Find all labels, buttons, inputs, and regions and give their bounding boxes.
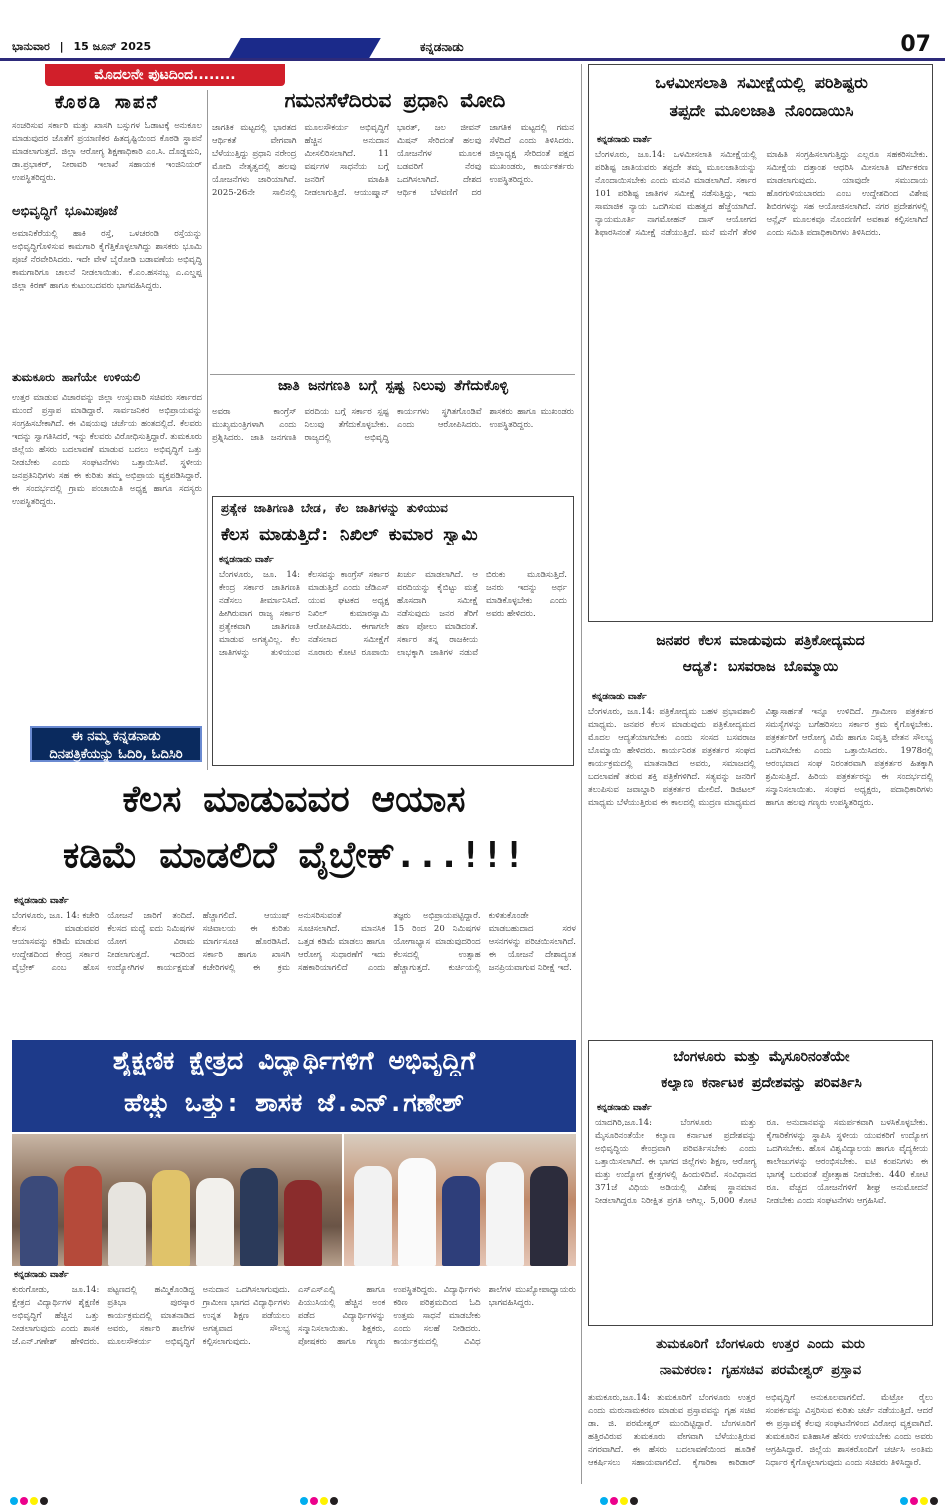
reg-mark-yellow [620, 1497, 628, 1505]
ulidiyali-headline: ತುಮಕೂರು ಹಾಗೆಯೇ ಉಳಿಯಲಿ [12, 370, 141, 384]
namakarana-body: ತುಮಕೂರು,ಜೂ.14: ತುಮಕೂರಿಗೆ ಬೆಂಗಳೂರು ಉತ್ತರ ಎಂದು ಮರುನಾಮಕರಣ ಮಾಡುವ ಪ್ರಸ್ತಾವವನ್ನು ಗೃಹ ಸಚಿವ ಡಾ. ಜಿ. ಪರಮೇಶ್ವರ್ ಮುಂದಿಟ್ಟಿದ್ದಾರೆ. ಬೆಂಗಳೂರಿಗೆ ಹತ್ತಿರವಿರುವ ತುಮಕೂರು ವೇಗವಾಗಿ ಬೆಳೆಯುತ್ತಿರುವ ನಗರವಾಗಿದೆ. ಈ ಹೆಸರು ಬದಲಾವಣೆಯಿಂದ ಹೂಡಿಕೆ ಆಕರ್ಷಿಸಲು ಸಹಾಯವಾಗಲಿದೆ. ಕೈಗಾರಿಕಾ ಕಾರಿಡಾರ್ ಅಭಿವೃದ್ಧಿಗೆ ಅನುಕೂಲವಾಗಲಿದೆ. ಮೆಟ್ರೋ ರೈಲು ಸಂಪರ್ಕವನ್ನು ವಿಸ್ತರಿಸುವ ಕುರಿತು ಚರ್ಚೆ ನಡೆಯುತ್ತಿದೆ. ಆದರೆ ಈ ಪ್ರಸ್ತಾವಕ್ಕೆ ಕೆಲವು ಸಂಘಟನೆಗಳಿಂದ ವಿರೋಧ ವ್ಯಕ್ತವಾಗಿದೆ. ತುಮಕೂರಿನ ಐತಿಹಾಸಿಕ ಹೆಸರು ಉಳಿಯಬೇಕು ಎಂದು ಅವರು ಆಗ್ರಹಿಸಿದ್ದಾರೆ. ಜಿಲ್ಲೆಯ ಶಾಸಕರೊಂದಿಗೆ ಚರ್ಚಿಸಿ ಅಂತಿಮ ನಿರ್ಧಾರ ಕೈಗೊಳ್ಳಲಾಗುವುದು ಎಂದು ಸಚಿವರು ತಿಳಿಸಿದ್ದಾರೆ. [588, 1393, 933, 1468]
bhoomi-headline: ಅಭಿವೃದ್ಧಿಗೆ ಭೂಮಿಪೂಜೆ [12, 204, 118, 219]
reg-mark-cyan [900, 1497, 908, 1505]
photo-person [398, 1158, 436, 1266]
vibrek-headline-1: ಕೆಲಸ ಮಾಡುವವರ ಆಯಾಸ [122, 779, 466, 820]
ganesh-body: ಕುರುಗೋಡು, ಜೂ.14: ಕ್ಷೇತ್ರದ ವಿದ್ಯಾರ್ಥಿಗಳ ಶೈಕ್ಷಣಿಕ ಅಭಿವೃದ್ಧಿಗೆ ಹೆಚ್ಚಿನ ಒತ್ತು ನೀಡಲಾಗುವುದು ಎಂದು ಶಾಸಕ ಜೆ.ಎನ್.ಗಣೇಶ್ ಹೇಳಿದರು. ಪಟ್ಟಣದಲ್ಲಿ ಹಮ್ಮಿಕೊಂಡಿದ್ದ ಪ್ರತಿಭಾ ಪುರಸ್ಕಾರ ಕಾರ್ಯಕ್ರಮದಲ್ಲಿ ಮಾತನಾಡಿದ ಅವರು, ಸರ್ಕಾರಿ ಶಾಲೆಗಳ ಮೂಲಸೌಕರ್ಯ ಅಭಿವೃದ್ಧಿಗೆ ಅನುದಾನ ಒದಗಿಸಲಾಗುವುದು. ಗ್ರಾಮೀಣ ಭಾಗದ ವಿದ್ಯಾರ್ಥಿಗಳು ಉನ್ನತ ಶಿಕ್ಷಣ ಪಡೆಯಲು ಅಗತ್ಯವಾದ ಸೌಲಭ್ಯ ಕಲ್ಪಿಸಲಾಗುವುದು. ಎಸ್ಎಸ್ಎಲ್ಸಿ ಹಾಗೂ ಪಿಯುಸಿಯಲ್ಲಿ ಹೆಚ್ಚಿನ ಅಂಕ ಪಡೆದ ವಿದ್ಯಾರ್ಥಿಗಳನ್ನು ಸನ್ಮಾನಿಸಲಾಯಿತು. ಶಿಕ್ಷಕರು, ಪೋಷಕರು ಹಾಗೂ ಗಣ್ಯರು ಉಪಸ್ಥಿತರಿದ್ದರು. ವಿದ್ಯಾರ್ಥಿಗಳು ಕಠಿಣ ಪರಿಶ್ರಮದಿಂದ ಓದಿ ಉತ್ತಮ ಸಾಧನೆ ಮಾಡಬೇಕು ಎಂದು ಸಲಹೆ ನೀಡಿದರು. ಕಾರ್ಯಕ್ರಮದಲ್ಲಿ ವಿವಿಧ ಶಾಲೆಗಳ ಮುಖ್ಯೋಪಾಧ್ಯಾಯರು ಭಾಗವಹಿಸಿದ್ದರು. [12, 1285, 576, 1347]
masthead-rule [0, 58, 945, 61]
event-photo-right [344, 1134, 576, 1266]
photo-person [530, 1166, 568, 1266]
promo-line2: ದಿನಪತ್ರಿಕೆಯನ್ನು ಓದಿರಿ, ಓದಿಸಿರಿ [49, 747, 183, 762]
issue-day: ಭಾನುವಾರ [12, 40, 50, 53]
ulidiyali-headline-wrap [12, 370, 202, 392]
kalyana-article [588, 1040, 933, 1326]
kalyana-byline: ಕನ್ನಡನಾಡು ವಾರ್ತೆ [597, 1103, 652, 1113]
reg-mark-black [40, 1497, 48, 1505]
kothadi-body: ಸಂಚರಿಸುವ ಸರ್ಕಾರಿ ಮತ್ತು ಖಾಸಗಿ ಬಸ್ಸುಗಳ ಓಡಾಟಕ್ಕೆ ಅನುಕೂಲ ಮಾಡುವುದರ ಜೊತೆಗೆ ಪ್ರಯಾಣಿಕರ ಹಿತದೃಷ್ಟಿಯಿಂದ ಕೊಠಡಿ ಸ್ಥಾಪನೆ ಮಾಡಲಾಗುತ್ತದೆ. ಜಿಲ್ಲಾ ಆರೋಗ್ಯ ಶಿಕ್ಷಣಾಧಿಕಾರಿ ಎಂ.ಸಿ. ದೊಡ್ಡಮನಿ, ಡಾ.ಪ್ರಭಾಕರ್, ನೀರಾವರಿ ಇಲಾಖೆ ಸಹಾಯಕ ಇಂಜಿನಿಯರ್ ಉಪಸ್ಥಿತರಿದ್ದರು. [12, 121, 202, 183]
issue-date [12, 40, 157, 54]
reg-mark-cyan [600, 1497, 608, 1505]
nikhil-byline: ಕನ್ನಡನಾಡು ವಾರ್ತೆ [219, 555, 274, 565]
modi-body: ಜಾಗತಿಕ ಮಟ್ಟದಲ್ಲಿ ಭಾರತದ ಆರ್ಥಿಕತೆ ವೇಗವಾಗಿ ಬೆಳೆಯುತ್ತಿದ್ದು ಪ್ರಧಾನಿ ನರೇಂದ್ರ ಮೋದಿ ನೇತೃತ್ವದಲ್ಲಿ ಹಲವು ಯೋಜನೆಗಳು ಜಾರಿಯಾಗಿವೆ. 2025-26ನೇ ಸಾಲಿನಲ್ಲಿ ಮೂಲಸೌಕರ್ಯ ಅಭಿವೃದ್ಧಿಗೆ ಹೆಚ್ಚಿನ ಅನುದಾನ ಮೀಸಲಿರಿಸಲಾಗಿದೆ. 11 ವರ್ಷಗಳ ಸಾಧನೆಯ ಬಗ್ಗೆ ಜನರಿಗೆ ಮಾಹಿತಿ ನೀಡಲಾಗುತ್ತಿದೆ. ಆಯುಷ್ಮಾನ್ ಭಾರತ್, ಜಲ ಜೀವನ್ ಮಿಷನ್ ಸೇರಿದಂತೆ ಹಲವು ಯೋಜನೆಗಳ ಮೂಲಕ ಬಡವರಿಗೆ ನೆರವು ಒದಗಿಸಲಾಗಿದೆ. ದೇಶದ ಆರ್ಥಿಕ ಬೆಳವಣಿಗೆ ದರ ಜಾಗತಿಕ ಮಟ್ಟದಲ್ಲಿ ಗಮನ ಸೆಳೆದಿದೆ ಎಂದು ತಿಳಿಸಿದರು. ಜಿಲ್ಲಾಧ್ಯಕ್ಷ ಸೇರಿದಂತೆ ಪಕ್ಷದ ಮುಖಂಡರು, ಕಾರ್ಯಕರ್ತರು ಉಪಸ್ಥಿತರಿದ್ದರು. [212, 123, 574, 198]
bommai-byline: ಕನ್ನಡನಾಡು ವಾರ್ತೆ [592, 692, 647, 702]
bhoomi-headline-wrap [12, 204, 202, 228]
ganesh-banner [12, 1040, 576, 1132]
nikhil-article [212, 496, 574, 766]
bommai-body: ಬೆಂಗಳೂರು, ಜೂ.14: ಪತ್ರಿಕೋದ್ಯಮ ಬಹಳ ಪ್ರಭಾವಶಾಲಿ ಮಾಧ್ಯಮ. ಜನಪರ ಕೆಲಸ ಮಾಡುವುದು ಪತ್ರಿಕೋದ್ಯಮದ ಮೊದಲ ಆದ್ಯತೆಯಾಗಬೇಕು ಎಂದು ಸಂಸದ ಬಸವರಾಜ ಬೊಮ್ಮಾಯಿ ಹೇಳಿದರು. ಕಾರ್ಯನಿರತ ಪತ್ರಕರ್ತರ ಸಂಘದ ಕಾರ್ಯಕ್ರಮದಲ್ಲಿ ಮಾತನಾಡಿದ ಅವರು, ಸಮಾಜದಲ್ಲಿ ಬದಲಾವಣೆ ತರುವ ಶಕ್ತಿ ಪತ್ರಿಕೆಗಳಿಗಿದೆ. ಸತ್ಯವನ್ನು ಜನರಿಗೆ ತಲುಪಿಸುವ ಜವಾಬ್ದಾರಿ ಪತ್ರಕರ್ತರ ಮೇಲಿದೆ. ಡಿಜಿಟಲ್ ಮಾಧ್ಯಮ ಬೆಳೆಯುತ್ತಿರುವ ಈ ಕಾಲದಲ್ಲಿ ಮುದ್ರಣ ಮಾಧ್ಯಮದ ವಿಶ್ವಾಸಾರ್ಹತೆ ಇನ್ನೂ ಉಳಿದಿದೆ. ಗ್ರಾಮೀಣ ಪತ್ರಕರ್ತರ ಸಮಸ್ಯೆಗಳನ್ನು ಬಗೆಹರಿಸಲು ಸರ್ಕಾರ ಕ್ರಮ ಕೈಗೊಳ್ಳಬೇಕು. ಪತ್ರಕರ್ತರಿಗೆ ಆರೋಗ್ಯ ವಿಮೆ ಹಾಗೂ ನಿವೃತ್ತಿ ವೇತನ ಸೌಲಭ್ಯ ಒದಗಿಸಬೇಕು ಎಂದು ಒತ್ತಾಯಿಸಿದರು. 1978ರಲ್ಲಿ ಆರಂಭವಾದ ಸಂಘ ನಿರಂತರವಾಗಿ ಪತ್ರಕರ್ತರ ಹಿತಕ್ಕಾಗಿ ಶ್ರಮಿಸುತ್ತಿದೆ. ಹಿರಿಯ ಪತ್ರಕರ್ತರನ್ನು ಈ ಸಂದರ್ಭದಲ್ಲಿ ಸನ್ಮಾನಿಸಲಾಯಿತು. ಸಂಘದ ಅಧ್ಯಕ್ಷರು, ಪದಾಧಿಕಾರಿಗಳು ಹಾಗೂ ಹಲವು ಗಣ್ಯರು ಉಪಸ್ಥಿತರಿದ್ದರು. [588, 707, 933, 808]
masthead-blue-strip [229, 38, 381, 58]
photo-person [196, 1178, 234, 1266]
photo-person [152, 1170, 190, 1266]
kalyana-body: ಯಾದಗಿರಿ,ಜೂ.14: ಬೆಂಗಳೂರು ಮತ್ತು ಮೈಸೂರಿನಂತೆಯೇ ಕಲ್ಯಾಣ ಕರ್ನಾಟಕ ಪ್ರದೇಶವನ್ನು ಅಭಿವೃದ್ಧಿಯ ಕೇಂದ್ರವಾಗಿ ಪರಿವರ್ತಿಸಬೇಕು ಎಂದು ಒತ್ತಾಯಿಸಲಾಗಿದೆ. ಈ ಭಾಗದ ಜಿಲ್ಲೆಗಳು ಶಿಕ್ಷಣ, ಆರೋಗ್ಯ ಮತ್ತು ಉದ್ಯೋಗ ಕ್ಷೇತ್ರಗಳಲ್ಲಿ ಹಿಂದುಳಿದಿವೆ. ಸಂವಿಧಾನದ 371ಜೆ ವಿಧಿಯ ಅಡಿಯಲ್ಲಿ ವಿಶೇಷ ಸ್ಥಾನಮಾನ ನೀಡಲಾಗಿದ್ದರೂ ನಿರೀಕ್ಷಿತ ಪ್ರಗತಿ ಆಗಿಲ್ಲ. 5,000 ಕೋಟಿ ರೂ. ಅನುದಾನವನ್ನು ಸಮರ್ಪಕವಾಗಿ ಬಳಸಿಕೊಳ್ಳಬೇಕು. ಕೈಗಾರಿಕೆಗಳನ್ನು ಸ್ಥಾಪಿಸಿ ಸ್ಥಳೀಯ ಯುವಕರಿಗೆ ಉದ್ಯೋಗ ಒದಗಿಸಬೇಕು. ಹೊಸ ವಿಶ್ವವಿದ್ಯಾಲಯ ಹಾಗೂ ವೈದ್ಯಕೀಯ ಕಾಲೇಜುಗಳನ್ನು ಆರಂಭಿಸಬೇಕು. ಐಟಿ ಕಂಪನಿಗಳು ಈ ಭಾಗಕ್ಕೆ ಬರುವಂತೆ ಪ್ರೋತ್ಸಾಹ ನೀಡಬೇಕು. 440 ಕೋಟಿ ರೂ. ವೆಚ್ಚದ ಯೋಜನೆಗಳಿಗೆ ಶೀಘ್ರ ಅನುಮೋದನೆ ನೀಡಬೇಕು ಎಂದು ಸಂಘಟನೆಗಳು ಆಗ್ರಹಿಸಿವೆ. [595, 1118, 928, 1206]
kothadi-headline-wrap [12, 92, 202, 120]
survey-body: ಬೆಂಗಳೂರು, ಜೂ.14: ಒಳಮೀಸಲಾತಿ ಸಮೀಕ್ಷೆಯಲ್ಲಿ ಪರಿಶಿಷ್ಟ ಜಾತಿಯವರು ತಪ್ಪದೇ ತಮ್ಮ ಮೂಲಜಾತಿಯನ್ನು ನೊಂದಾಯಿಸಬೇಕು ಎಂದು ಮನವಿ ಮಾಡಲಾಗಿದೆ. ಸರ್ಕಾರ 101 ಪರಿಶಿಷ್ಟ ಜಾತಿಗಳ ಸಮೀಕ್ಷೆ ನಡೆಸುತ್ತಿದ್ದು, ಇದು ಸಾಮಾಜಿಕ ನ್ಯಾಯ ಒದಗಿಸುವ ಮಹತ್ವದ ಹೆಜ್ಜೆಯಾಗಿದೆ. ನ್ಯಾಯಮೂರ್ತಿ ನಾಗಮೋಹನ್ ದಾಸ್ ಆಯೋಗದ ಶಿಫಾರಸಿನಂತೆ ಸಮೀಕ್ಷೆ ನಡೆಯುತ್ತಿದೆ. ಮನೆ ಮನೆಗೆ ತೆರಳಿ ಮಾಹಿತಿ ಸಂಗ್ರಹಿಸಲಾಗುತ್ತಿದ್ದು ಎಲ್ಲರೂ ಸಹಕರಿಸಬೇಕು. ಸಮೀಕ್ಷೆಯ ದತ್ತಾಂಶ ಆಧರಿಸಿ ಮೀಸಲಾತಿ ವರ್ಗೀಕರಣ ಮಾಡಲಾಗುವುದು. ಯಾವುದೇ ಸಮುದಾಯ ಹೊರಗುಳಿಯಬಾರದು ಎಂಬ ಉದ್ದೇಶದಿಂದ ವಿಶೇಷ ಶಿಬಿರಗಳನ್ನು ಸಹ ಆಯೋಜಿಸಲಾಗಿದೆ. ನಗರ ಪ್ರದೇಶಗಳಲ್ಲಿ ಆನ್ಲೈನ್ ಮೂಲಕವೂ ನೊಂದಣಿಗೆ ಅವಕಾಶ ಕಲ್ಪಿಸಲಾಗಿದೆ ಎಂದು ಸಮಿತಿ ಪದಾಧಿಕಾರಿಗಳು ತಿಳಿಸಿದರು. [595, 150, 928, 238]
vibrek-body: ಬೆಂಗಳೂರು, ಜೂ. 14: ಕಚೇರಿ ಕೆಲಸ ಮಾಡುವವರ ಆಯಾಸವನ್ನು ಕಡಿಮೆ ಮಾಡುವ ಉದ್ದೇಶದಿಂದ ಕೇಂದ್ರ ಸರ್ಕಾರ ವೈಬ್ರೇಕ್ ಎಂಬ ಹೊಸ ಯೋಜನೆ ಜಾರಿಗೆ ತಂದಿದೆ. ಕೆಲಸದ ಮಧ್ಯೆ ಐದು ನಿಮಿಷಗಳ ಯೋಗ ವಿರಾಮ ನೀಡಲಾಗುತ್ತದೆ. ಇದರಿಂದ ಉದ್ಯೋಗಿಗಳ ಕಾರ್ಯಕ್ಷಮತೆ ಹೆಚ್ಚಾಗಲಿದೆ. ಆಯುಷ್ ಸಚಿವಾಲಯ ಈ ಕುರಿತು ಮಾರ್ಗಸೂಚಿ ಹೊರಡಿಸಿದೆ. ಸರ್ಕಾರಿ ಹಾಗೂ ಖಾಸಗಿ ಕಚೇರಿಗಳಲ್ಲಿ ಈ ಕ್ರಮ ಅನುಸರಿಸುವಂತೆ ಸೂಚಿಸಲಾಗಿದೆ. ಮಾನಸಿಕ ಒತ್ತಡ ಕಡಿಮೆ ಮಾಡಲು ಹಾಗೂ ಆರೋಗ್ಯ ಸುಧಾರಣೆಗೆ ಇದು ಸಹಕಾರಿಯಾಗಲಿದೆ ಎಂದು ತಜ್ಞರು ಅಭಿಪ್ರಾಯಪಟ್ಟಿದ್ದಾರೆ. 15 ರಿಂದ 20 ನಿಮಿಷಗಳ ಯೋಗಾಭ್ಯಾಸ ಮಾಡುವುದರಿಂದ ಕೆಲಸದಲ್ಲಿ ಉತ್ಸಾಹ ಹೆಚ್ಚಾಗುತ್ತದೆ. ಕುರ್ಚಿಯಲ್ಲಿ ಕುಳಿತುಕೊಂಡೇ ಮಾಡಬಹುದಾದ ಸರಳ ಆಸನಗಳನ್ನು ಪರಿಚಯಿಸಲಾಗಿದೆ. ಈ ಯೋಜನೆ ದೇಶಾದ್ಯಂತ ಜನಪ್ರಿಯವಾಗುವ ನಿರೀಕ್ಷೆ ಇದೆ. [12, 911, 576, 973]
survey-headline-2: ತಪ್ಪದೇ ಮೂಲಜಾತಿ ನೊಂದಾಯಿಸಿ [669, 101, 854, 120]
kalyana-headline-1: ಬೆಂಗಳೂರು ಮತ್ತು ಮೈಸೂರಿನಂತೆಯೇ [673, 1049, 850, 1065]
promo-box [30, 726, 202, 762]
namakarana-headline-1: ತುಮಕೂರಿಗೆ ಬೆಂಗಳೂರು ಉತ್ತರ ಎಂದು ಮರು [656, 1337, 865, 1352]
survey-article [588, 64, 933, 622]
ganesh-byline: ಕನ್ನಡನಾಡು ವಾರ್ತೆ [14, 1270, 69, 1280]
photo-person [108, 1182, 146, 1266]
column-rule [207, 90, 208, 770]
event-photo-left [12, 1134, 342, 1266]
ganesh-headline-2: ಹೆಚ್ಚು ಒತ್ತು: ಶಾಸಕ ಜೆ.ಎನ್.ಗಣೇಶ್ [124, 1088, 464, 1117]
photo-person [442, 1176, 480, 1266]
modi-headline: ಗಮನಸೆಳೆದಿರುವ ಪ್ರಧಾನಿ ಮೋದಿ [284, 88, 506, 112]
kothadi-headline: ಕೊಠಡಿ ಸಾಪನೆ [54, 92, 160, 113]
nikhil-headline-1: ಪ್ರತ್ಯೇಕ ಜಾತಿಗಣತಿ ಬೇಡ, ಕೆಲ ಜಾತಿಗಳನ್ನು ತುಳಿಯುವ [221, 501, 448, 515]
masthead [0, 0, 945, 62]
issue-date-text: 15 ಜೂನ್ 2025 [73, 40, 152, 53]
bhoomi-body: ಅಮಾನಿಕೆರೆಯಲ್ಲಿ ಹಾಕಿ ರಸ್ತೆ, ಒಳಚರಂಡಿ ರಸ್ತೆಯನ್ನು ಅಭಿವೃದ್ಧಿಗೊಳಿಸುವ ಕಾಮಗಾರಿ ಕೈಗೆತ್ತಿಕೊಳ್ಳಲಾಗಿದ್ದು ಶಾಸಕರು ಭೂಮಿ ಪೂಜೆ ನೆರವೇರಿಸಿದರು. ಇದೇ ವೇಳೆ ಬೈರೋಡಿ ಬಡಾವಣೆಯ ಅಭಿವೃದ್ಧಿ ಕಾಮಗಾರಿಗೂ ಚಾಲನೆ ನೀಡಲಾಯಿತು. ಕೆ.ಎಂ.ಹಸನಬ್ಬ ಎ.ಎಲ್ಡಪ್ಪ ಜಿಲ್ಲಾ ಕಿರಣ್ ಹಾಗೂ ಕುಟುಂಬದವರು ಭಾಗವಹಿಸಿದ್ದರು. [12, 229, 202, 291]
modi-headline-wrap [215, 88, 575, 120]
bommai-headline-1: ಜನಪರ ಕೆಲಸ ಮಾಡುವುದು ಪತ್ರಿಕೋದ್ಯಮದ [656, 633, 865, 649]
continued-kicker: ಮೊದಲನೇ ಪುಟದಿಂದ........ [45, 64, 285, 86]
reg-mark-yellow [30, 1497, 38, 1505]
kalyana-headline-2: ಕಲ್ಯಾಣ ಕರ್ನಾಟಕ ಪ್ರದೇಶವನ್ನು ಪರಿವರ್ತಿಸಿ [661, 1075, 862, 1091]
reg-mark-black [330, 1497, 338, 1505]
paper-name: ಕನ್ನಡನಾಡು [420, 40, 464, 54]
bommai-headline-2: ಆದ್ಯತೆ: ಬಸವರಾಜ ಬೊಮ್ಮಾಯಿ [682, 659, 839, 675]
nikhil-headline-2: ಕೆಲಸ ಮಾಡುತ್ತಿದೆ: ನಿಖಿಲ್ ಕುಮಾರ ಸ್ವಾಮಿ [221, 525, 478, 545]
photo-person [486, 1162, 524, 1266]
reg-mark-black [630, 1497, 638, 1505]
namakarana-headline-2: ನಾಮಕರಣ: ಗೃಹಸಚಿವ ಪರಮೇಶ್ವರ್ ಪ್ರಸ್ತಾವ [659, 1363, 862, 1378]
census-headline: ಜಾತಿ ಜನಗಣತಿ ಬಗ್ಗೆ ಸ್ಪಷ್ಟ ನಿಲುವು ತೆಗೆದುಕೊಳ್ಳಿ [277, 378, 509, 394]
vibrek-headline-block [12, 772, 576, 892]
reg-mark-cyan [300, 1497, 308, 1505]
page-number: 07 [900, 32, 931, 57]
ulidiyali-body: ಉತ್ತರ ಮಾಡುವ ವಿಚಾರವನ್ನು ಜಿಲ್ಲಾ ಉಸ್ತುವಾರಿ ಸಚಿವರು ಸರ್ಕಾರದ ಮುಂದೆ ಪ್ರಸ್ತಾಪ ಮಾಡಿದ್ದಾರೆ. ಸಾರ್ವಜನಿಕರ ಅಭಿಪ್ರಾಯವನ್ನು ಸಂಗ್ರಹಿಸಬೇಕಾಗಿದೆ. ಈ ವಿಷಯವು ಚರ್ಚೆಯ ಹಂತದಲ್ಲಿದೆ. ಕೆಲವರು ಇದನ್ನು ಸ್ವಾಗತಿಸಿದರೆ, ಇನ್ನು ಕೆಲವರು ವಿರೋಧಿಸುತ್ತಿದ್ದಾರೆ. ತುಮಕೂರು ಜಿಲ್ಲೆಯ ಹೆಸರು ಬದಲಾವಣೆ ಮಾಡುವ ಬದಲು ಅಭಿವೃದ್ಧಿಗೆ ಒತ್ತು ನೀಡಬೇಕು ಎಂದು ಸಂಘಟನೆಗಳು ಒತ್ತಾಯಿಸಿವೆ. ಸ್ಥಳೀಯ ಜನಪ್ರತಿನಿಧಿಗಳು ಸಹ ಈ ಕುರಿತು ತಮ್ಮ ಅಭಿಪ್ರಾಯ ವ್ಯಕ್ತಪಡಿಸಿದ್ದಾರೆ. ಈ ಸಂದರ್ಭದಲ್ಲಿ ಗ್ರಾಮ ಪಂಚಾಯಿತಿ ಅಧ್ಯಕ್ಷ ಹಾಗೂ ಸದಸ್ಯರು ಉಪಸ್ಥಿತರಿದ್ದರು. [12, 393, 202, 507]
reg-mark-magenta [20, 1497, 28, 1505]
date-divider: | [59, 40, 64, 53]
reg-mark-yellow [920, 1497, 928, 1505]
vibrek-headline-2: ಕಡಿಮೆ ಮಾಡಲಿದೆ ವೈಬ್ರೇಕ್...!!! [63, 835, 525, 876]
survey-byline: ಕನ್ನಡನಾಡು ವಾರ್ತೆ [597, 135, 652, 145]
promo-line1: ಈ ನಮ್ಮ ಕನ್ನಡನಾಡು [71, 729, 161, 744]
ganesh-headline-1: ಶೈಕ್ಷಣಿಕ ಕ್ಷೇತ್ರದ ವಿದ್ಯಾರ್ಥಿಗಳಿಗೆ ಅಭಿವೃದ್ಧಿಗೆ [112, 1046, 476, 1075]
reg-mark-yellow [320, 1497, 328, 1505]
photo-person [64, 1166, 102, 1266]
photo-person [240, 1168, 278, 1266]
namakarana-headline-block [588, 1332, 933, 1390]
reg-mark-black [930, 1497, 938, 1505]
nikhil-body: ಬೆಂಗಳೂರು, ಜೂ. 14: ಕೇಂದ್ರ ಸರ್ಕಾರ ಜಾತಿಗಣತಿ ನಡೆಸಲು ತೀರ್ಮಾನಿಸಿದೆ. ಹೀಗಿರುವಾಗ ರಾಜ್ಯ ಸರ್ಕಾರ ಪ್ರತ್ಯೇಕವಾಗಿ ಜಾತಿಗಣತಿ ಮಾಡುವ ಅಗತ್ಯವಿಲ್ಲ. ಕೆಲ ಜಾತಿಗಳನ್ನು ತುಳಿಯುವ ಕೆಲಸವನ್ನು ಕಾಂಗ್ರೆಸ್ ಸರ್ಕಾರ ಮಾಡುತ್ತಿದೆ ಎಂದು ಜೆಡಿಎಸ್ ಯುವ ಘಟಕದ ಅಧ್ಯಕ್ಷ ನಿಖಿಲ್ ಕುಮಾರಸ್ವಾಮಿ ಆರೋಪಿಸಿದರು. ಈಗಾಗಲೇ ನಡೆಸಲಾದ ಸಮೀಕ್ಷೆಗೆ ನೂರಾರು ಕೋಟಿ ರೂಪಾಯಿ ಖರ್ಚು ಮಾಡಲಾಗಿದೆ. ಆ ವರದಿಯನ್ನು ಕೈಬಿಟ್ಟು ಮತ್ತೆ ಹೊಸದಾಗಿ ಸಮೀಕ್ಷೆ ನಡೆಸುವುದು ಜನರ ತೆರಿಗೆ ಹಣ ಪೋಲು ಮಾಡಿದಂತೆ. ಸರ್ಕಾರ ತನ್ನ ರಾಜಕೀಯ ಲಾಭಕ್ಕಾಗಿ ಜಾತಿಗಳ ನಡುವೆ ಬಿರುಕು ಮೂಡಿಸುತ್ತಿದೆ. ಜನರು ಇದನ್ನು ಅರ್ಥ ಮಾಡಿಕೊಳ್ಳಬೇಕು ಎಂದು ಅವರು ಹೇಳಿದರು. [219, 570, 567, 658]
section-rule [210, 374, 575, 375]
reg-mark-magenta [910, 1497, 918, 1505]
survey-headline-1: ಒಳಮೀಸಲಾತಿ ಸಮೀಕ್ಷೆಯಲ್ಲಿ ಪರಿಶಿಷ್ಟರು [655, 73, 868, 92]
bommai-headline-block [588, 628, 933, 688]
photo-person [354, 1166, 392, 1266]
reg-mark-magenta [310, 1497, 318, 1505]
census-body: ಅವರಾ ಕಾಂಗ್ರೆಸ್ ಮುಖ್ಯಮಂತ್ರಿಗಳಾಗಿ ಎಂದು ಪ್ರಶ್ನಿಸಿದರು. ಜಾತಿ ಜನಗಣತಿ ವರದಿಯ ಬಗ್ಗೆ ಸರ್ಕಾರ ಸ್ಪಷ್ಟ ನಿಲುವು ತೆಗೆದುಕೊಳ್ಳಬೇಕು. ರಾಜ್ಯದಲ್ಲಿ ಅಭಿವೃದ್ಧಿ ಕಾರ್ಯಗಳು ಸ್ಥಗಿತಗೊಂಡಿವೆ ಎಂದು ಆರೋಪಿಸಿದರು. ಶಾಸಕರು ಹಾಗೂ ಮುಖಂಡರು ಉಪಸ್ಥಿತರಿದ್ದರು. [212, 407, 574, 443]
census-headline-wrap [212, 378, 574, 404]
reg-mark-cyan [10, 1497, 18, 1505]
reg-mark-magenta [610, 1497, 618, 1505]
print-registration-marks [0, 1495, 945, 1507]
vibrek-byline: ಕನ್ನಡನಾಡು ವಾರ್ತೆ [14, 896, 69, 906]
column-rule [581, 64, 582, 1484]
photo-person [20, 1176, 58, 1266]
photo-person [284, 1180, 322, 1266]
